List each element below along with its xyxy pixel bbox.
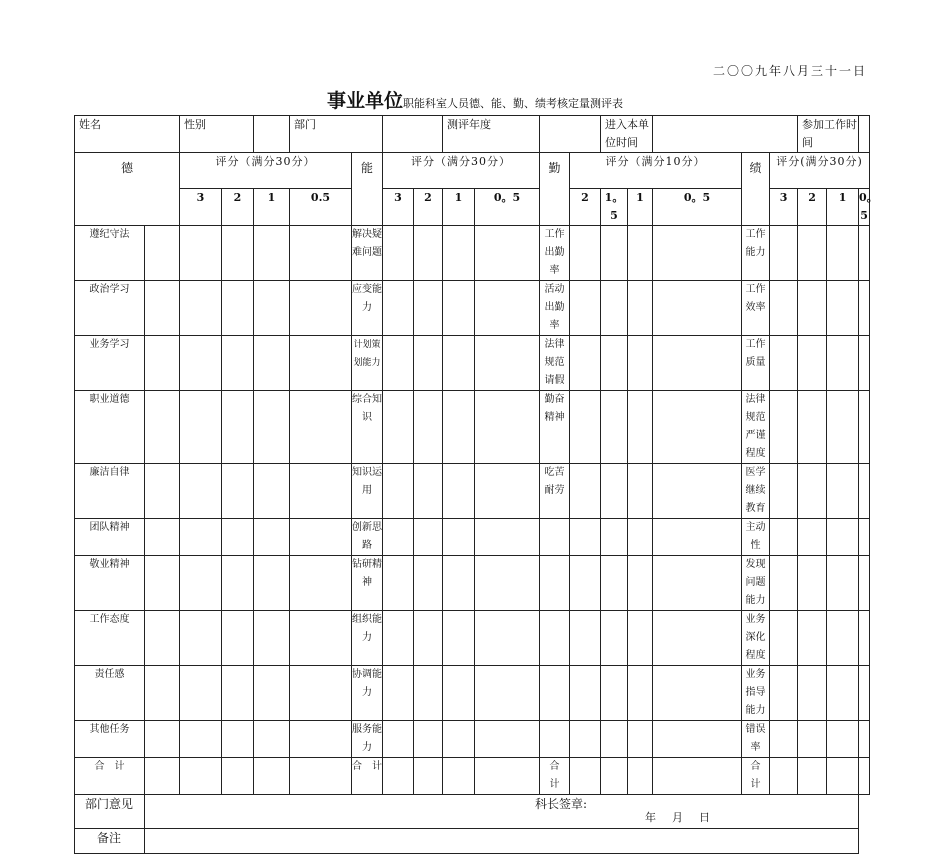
score-cell[interactable] xyxy=(290,336,352,391)
score-cell[interactable] xyxy=(770,391,798,464)
score-cell[interactable] xyxy=(475,519,540,556)
score-cell[interactable] xyxy=(254,464,290,519)
item-neng: 解决疑难问题 xyxy=(352,226,383,281)
score-cell[interactable] xyxy=(798,336,827,391)
total-cell[interactable] xyxy=(443,758,475,795)
score-cell[interactable] xyxy=(628,611,653,666)
header-row xyxy=(75,116,870,153)
score-cell[interactable] xyxy=(290,666,352,721)
score-cell[interactable] xyxy=(601,611,628,666)
score-cell[interactable] xyxy=(601,721,628,758)
score-cell[interactable] xyxy=(770,611,798,666)
score-value: 3 xyxy=(383,189,414,226)
join-time-value[interactable] xyxy=(653,116,798,153)
page-title xyxy=(0,86,950,113)
score-cell[interactable] xyxy=(827,721,859,758)
score-value: 2 xyxy=(222,189,254,226)
score-cell[interactable] xyxy=(254,226,290,281)
score-cell[interactable] xyxy=(475,226,540,281)
total-cell[interactable] xyxy=(180,758,222,795)
total-cell[interactable] xyxy=(570,758,601,795)
item-de: 政治学习 xyxy=(75,281,145,336)
score-cell[interactable] xyxy=(601,666,628,721)
item-de: 遵纪守法 xyxy=(75,226,145,281)
category-ji: 绩 xyxy=(742,153,770,226)
item-de: 责任感 xyxy=(75,666,145,721)
score-cell[interactable] xyxy=(222,721,254,758)
score-cell[interactable] xyxy=(383,464,414,519)
score-cell[interactable] xyxy=(628,391,653,464)
score-cell[interactable] xyxy=(653,336,742,391)
item-qin: 勤奋精神 xyxy=(540,391,570,464)
item-neng: 创新思路 xyxy=(352,519,383,556)
score-cell[interactable] xyxy=(628,556,653,611)
score-cell[interactable] xyxy=(443,464,475,519)
score-value: 1 xyxy=(628,189,653,226)
score-cell[interactable] xyxy=(180,281,222,336)
score-cell[interactable] xyxy=(827,519,859,556)
score-cell[interactable] xyxy=(180,611,222,666)
score-header-ji: 评分(满分30分) xyxy=(770,153,870,189)
item-ji: 错误率 xyxy=(742,721,770,758)
table-row xyxy=(75,611,870,666)
score-cell[interactable] xyxy=(254,281,290,336)
score-cell[interactable] xyxy=(628,519,653,556)
total-cell[interactable] xyxy=(290,758,352,795)
score-cell[interactable] xyxy=(570,281,601,336)
score-cell[interactable] xyxy=(443,336,475,391)
score-value: 0。5 xyxy=(859,189,870,226)
score-cell[interactable] xyxy=(443,519,475,556)
table-row xyxy=(75,556,870,611)
score-cell[interactable] xyxy=(798,666,827,721)
total-cell[interactable] xyxy=(383,758,414,795)
item-ji: 主动性 xyxy=(742,519,770,556)
score-cell[interactable] xyxy=(827,666,859,721)
dept-opinion-row xyxy=(75,795,870,829)
category-qin: 勤 xyxy=(540,153,570,226)
item-neng: 计划策划能力 xyxy=(352,336,383,391)
score-cell[interactable] xyxy=(145,226,180,281)
score-cell[interactable] xyxy=(145,611,180,666)
item-ji: 发现问题能力 xyxy=(742,556,770,611)
score-cell[interactable] xyxy=(859,556,870,611)
item-ji: 业务指导能力 xyxy=(742,666,770,721)
category-row xyxy=(75,153,870,189)
remarks-label: 备注 xyxy=(75,829,145,854)
score-cell[interactable] xyxy=(601,281,628,336)
score-cell[interactable] xyxy=(827,336,859,391)
score-cell[interactable] xyxy=(475,336,540,391)
score-cell[interactable] xyxy=(770,556,798,611)
score-cell[interactable] xyxy=(222,464,254,519)
score-value: 0。5 xyxy=(475,189,540,226)
item-qin xyxy=(540,611,570,666)
item-de: 团队精神 xyxy=(75,519,145,556)
score-cell[interactable] xyxy=(475,464,540,519)
item-ji: 医学继续教育 xyxy=(742,464,770,519)
category-neng: 能 xyxy=(352,153,383,226)
score-cell[interactable] xyxy=(145,519,180,556)
score-cell[interactable] xyxy=(601,519,628,556)
total-cell[interactable] xyxy=(628,758,653,795)
score-cell[interactable] xyxy=(859,721,870,758)
score-cell[interactable] xyxy=(770,721,798,758)
score-cell[interactable] xyxy=(827,611,859,666)
score-cell[interactable] xyxy=(222,556,254,611)
title-bold: 事业单位 xyxy=(326,90,403,112)
eval-year-value[interactable] xyxy=(540,116,601,153)
score-cell[interactable] xyxy=(827,281,859,336)
item-ji: 法律规范严谨程度 xyxy=(742,391,770,464)
score-cell[interactable] xyxy=(180,721,222,758)
score-cell[interactable] xyxy=(383,611,414,666)
score-value: 1 xyxy=(443,189,475,226)
date-ymd-label: 年月日 xyxy=(645,811,726,824)
score-cell[interactable] xyxy=(570,464,601,519)
item-qin: 吃苦耐劳 xyxy=(540,464,570,519)
category-de: 德 xyxy=(75,153,180,226)
score-cell[interactable] xyxy=(653,519,742,556)
table-row xyxy=(75,666,870,721)
score-cell[interactable] xyxy=(443,556,475,611)
table-row xyxy=(75,464,870,519)
score-cell[interactable] xyxy=(145,391,180,464)
score-cell[interactable] xyxy=(383,666,414,721)
score-cell[interactable] xyxy=(653,281,742,336)
score-cell[interactable] xyxy=(475,666,540,721)
work-time-value[interactable] xyxy=(859,116,870,153)
score-cell[interactable] xyxy=(180,556,222,611)
score-cell[interactable] xyxy=(628,281,653,336)
item-qin xyxy=(540,721,570,758)
score-cell[interactable] xyxy=(383,391,414,464)
score-header-de: 评分（满分30分） xyxy=(180,153,352,189)
score-cell[interactable] xyxy=(859,391,870,464)
score-cell[interactable] xyxy=(859,464,870,519)
score-cell[interactable] xyxy=(859,519,870,556)
score-cell[interactable] xyxy=(798,519,827,556)
score-cell[interactable] xyxy=(475,721,540,758)
item-de: 敬业精神 xyxy=(75,556,145,611)
work-time-label: 参加工作时间 xyxy=(798,116,859,153)
score-cell[interactable] xyxy=(475,611,540,666)
score-cell[interactable] xyxy=(180,336,222,391)
dept-label: 部门 xyxy=(290,116,383,153)
score-cell[interactable] xyxy=(628,464,653,519)
item-ji: 业务深化程度 xyxy=(742,611,770,666)
title-rest: 职能科室人员德、能、勤、绩考核定量测评表 xyxy=(403,97,623,110)
score-cell[interactable] xyxy=(414,281,443,336)
score-cell[interactable] xyxy=(827,556,859,611)
total-label-neng: 合 计 xyxy=(352,758,383,795)
score-cell[interactable] xyxy=(414,464,443,519)
score-cell[interactable] xyxy=(290,464,352,519)
score-cell[interactable] xyxy=(290,721,352,758)
score-cell[interactable] xyxy=(653,226,742,281)
score-cell[interactable] xyxy=(475,391,540,464)
score-cell[interactable] xyxy=(770,281,798,336)
table-row xyxy=(75,519,870,556)
score-cell[interactable] xyxy=(290,226,352,281)
score-cell[interactable] xyxy=(570,666,601,721)
score-cell[interactable] xyxy=(570,556,601,611)
score-cell[interactable] xyxy=(383,336,414,391)
signature-label: 科长签章: xyxy=(535,797,588,811)
score-cell[interactable] xyxy=(770,226,798,281)
score-cell[interactable] xyxy=(222,666,254,721)
score-cell[interactable] xyxy=(827,226,859,281)
score-cell[interactable] xyxy=(145,464,180,519)
score-cell[interactable] xyxy=(827,391,859,464)
total-cell[interactable] xyxy=(653,758,742,795)
score-cell[interactable] xyxy=(222,336,254,391)
score-cell[interactable] xyxy=(798,721,827,758)
total-cell[interactable] xyxy=(601,758,628,795)
join-time-label: 进入本单位时间 xyxy=(601,116,653,153)
score-cell[interactable] xyxy=(601,391,628,464)
score-cell[interactable] xyxy=(601,556,628,611)
score-cell[interactable] xyxy=(414,721,443,758)
table-row xyxy=(75,721,870,758)
score-cell[interactable] xyxy=(859,666,870,721)
eval-year-label: 测评年度 xyxy=(443,116,540,153)
score-cell[interactable] xyxy=(653,666,742,721)
score-cell[interactable] xyxy=(570,226,601,281)
score-value: 0。5 xyxy=(653,189,742,226)
score-cell[interactable] xyxy=(180,519,222,556)
score-cell[interactable] xyxy=(180,666,222,721)
score-cell[interactable] xyxy=(290,519,352,556)
total-cell[interactable] xyxy=(859,758,870,795)
score-cell[interactable] xyxy=(443,611,475,666)
table-row xyxy=(75,391,870,464)
dept-value[interactable] xyxy=(383,116,443,153)
dept-opinion-label: 部门意见 xyxy=(75,795,145,829)
score-cell[interactable] xyxy=(628,666,653,721)
evaluation-table xyxy=(74,115,878,854)
score-cell[interactable] xyxy=(222,391,254,464)
score-value: 1 xyxy=(254,189,290,226)
score-cell[interactable] xyxy=(222,226,254,281)
score-cell[interactable] xyxy=(570,391,601,464)
score-cell[interactable] xyxy=(653,611,742,666)
item-neng: 协调能力 xyxy=(352,666,383,721)
score-cell[interactable] xyxy=(653,391,742,464)
item-qin: 工作出勤率 xyxy=(540,226,570,281)
score-cell[interactable] xyxy=(570,721,601,758)
score-cell[interactable] xyxy=(414,666,443,721)
item-neng: 钻研精神 xyxy=(352,556,383,611)
score-cell[interactable] xyxy=(443,391,475,464)
score-cell[interactable] xyxy=(475,281,540,336)
score-cell[interactable] xyxy=(414,611,443,666)
score-cell[interactable] xyxy=(798,226,827,281)
score-cell[interactable] xyxy=(383,556,414,611)
total-label-de: 合 计 xyxy=(75,758,145,795)
score-cell[interactable] xyxy=(601,226,628,281)
score-cell[interactable] xyxy=(290,281,352,336)
score-cell[interactable] xyxy=(798,464,827,519)
score-cell[interactable] xyxy=(254,336,290,391)
score-cell[interactable] xyxy=(414,336,443,391)
score-cell[interactable] xyxy=(254,556,290,611)
item-ji: 工作质量 xyxy=(742,336,770,391)
score-cell[interactable] xyxy=(770,336,798,391)
score-cell[interactable] xyxy=(798,391,827,464)
dept-opinion-field[interactable] xyxy=(145,795,859,829)
score-cell[interactable] xyxy=(145,666,180,721)
score-cell[interactable] xyxy=(653,556,742,611)
score-value: 3 xyxy=(180,189,222,226)
score-value: 3 xyxy=(770,189,798,226)
score-cell[interactable] xyxy=(254,391,290,464)
score-cell[interactable] xyxy=(570,519,601,556)
item-ji: 工作能力 xyxy=(742,226,770,281)
score-header-qin: 评分（满分10分） xyxy=(570,153,742,189)
total-cell[interactable] xyxy=(222,758,254,795)
score-cell[interactable] xyxy=(798,556,827,611)
score-cell[interactable] xyxy=(290,391,352,464)
total-label-qin: 合 计 xyxy=(540,758,570,795)
score-cell[interactable] xyxy=(290,611,352,666)
table-row xyxy=(75,226,870,281)
score-cell[interactable] xyxy=(653,721,742,758)
score-cell[interactable] xyxy=(653,464,742,519)
score-cell[interactable] xyxy=(383,226,414,281)
score-cell[interactable] xyxy=(570,611,601,666)
score-cell[interactable] xyxy=(222,281,254,336)
item-de: 工作态度 xyxy=(75,611,145,666)
total-cell[interactable] xyxy=(475,758,540,795)
score-value: 0.5 xyxy=(290,189,352,226)
score-cell[interactable] xyxy=(180,226,222,281)
score-cell[interactable] xyxy=(859,336,870,391)
score-cell[interactable] xyxy=(145,281,180,336)
item-de: 职业道德 xyxy=(75,391,145,464)
score-cell[interactable] xyxy=(414,519,443,556)
score-cell[interactable] xyxy=(414,391,443,464)
score-cell[interactable] xyxy=(145,336,180,391)
total-cell[interactable] xyxy=(798,758,827,795)
remarks-row xyxy=(75,829,870,854)
item-de: 其他任务 xyxy=(75,721,145,758)
item-ji: 工作效率 xyxy=(742,281,770,336)
score-cell[interactable] xyxy=(443,281,475,336)
score-value: 2 xyxy=(570,189,601,226)
score-cell[interactable] xyxy=(798,611,827,666)
remarks-field[interactable] xyxy=(145,829,859,854)
score-cell[interactable] xyxy=(770,464,798,519)
score-cell[interactable] xyxy=(443,226,475,281)
item-qin: 法律规范请假 xyxy=(540,336,570,391)
item-neng: 组织能力 xyxy=(352,611,383,666)
score-cell[interactable] xyxy=(414,226,443,281)
score-cell[interactable] xyxy=(770,519,798,556)
score-cell[interactable] xyxy=(798,281,827,336)
score-value: 2 xyxy=(414,189,443,226)
score-cell[interactable] xyxy=(254,721,290,758)
score-cell[interactable] xyxy=(254,519,290,556)
item-qin: 活动出勤率 xyxy=(540,281,570,336)
score-cell[interactable] xyxy=(859,611,870,666)
gender-value[interactable] xyxy=(254,116,290,153)
score-cell[interactable] xyxy=(443,721,475,758)
score-cell[interactable] xyxy=(859,226,870,281)
score-cell[interactable] xyxy=(443,666,475,721)
score-cell[interactable] xyxy=(145,556,180,611)
total-row xyxy=(75,758,870,795)
item-neng: 知识运用 xyxy=(352,464,383,519)
item-de: 廉洁自律 xyxy=(75,464,145,519)
date-text: 二〇〇九年八月三十一日 xyxy=(712,64,867,78)
score-cell[interactable] xyxy=(222,611,254,666)
score-cell[interactable] xyxy=(180,464,222,519)
score-cell[interactable] xyxy=(290,556,352,611)
score-cell[interactable] xyxy=(145,721,180,758)
score-cell[interactable] xyxy=(827,464,859,519)
score-cell[interactable] xyxy=(414,556,443,611)
score-cell[interactable] xyxy=(222,519,254,556)
item-qin xyxy=(540,556,570,611)
score-cell[interactable] xyxy=(601,464,628,519)
score-cell[interactable] xyxy=(628,721,653,758)
score-cell[interactable] xyxy=(254,666,290,721)
score-cell[interactable] xyxy=(383,281,414,336)
score-cell[interactable] xyxy=(859,281,870,336)
item-qin xyxy=(540,666,570,721)
score-cell[interactable] xyxy=(601,336,628,391)
total-cell[interactable] xyxy=(254,758,290,795)
table-row xyxy=(75,336,870,391)
item-neng: 服务能力 xyxy=(352,721,383,758)
score-cell[interactable] xyxy=(628,226,653,281)
score-cell[interactable] xyxy=(570,336,601,391)
total-cell[interactable] xyxy=(145,758,180,795)
table-row xyxy=(75,281,870,336)
total-label-ji: 合 计 xyxy=(742,758,770,795)
score-cell[interactable] xyxy=(383,721,414,758)
item-de: 业务学习 xyxy=(75,336,145,391)
score-header-neng: 评分（满分30分） xyxy=(383,153,540,189)
score-cell[interactable] xyxy=(180,391,222,464)
total-cell[interactable] xyxy=(827,758,859,795)
item-neng: 应变能力 xyxy=(352,281,383,336)
gender-label: 性别 xyxy=(180,116,254,153)
item-qin xyxy=(540,519,570,556)
score-cell[interactable] xyxy=(475,556,540,611)
score-cell[interactable] xyxy=(770,666,798,721)
total-cell[interactable] xyxy=(414,758,443,795)
name-label: 姓名 xyxy=(75,116,180,153)
score-cell[interactable] xyxy=(254,611,290,666)
score-cell[interactable] xyxy=(383,519,414,556)
score-value: 2 xyxy=(798,189,827,226)
score-value: 1 xyxy=(827,189,859,226)
score-cell[interactable] xyxy=(628,336,653,391)
total-cell[interactable] xyxy=(770,758,798,795)
score-value: 1。5 xyxy=(601,189,628,226)
item-neng: 综合知识 xyxy=(352,391,383,464)
